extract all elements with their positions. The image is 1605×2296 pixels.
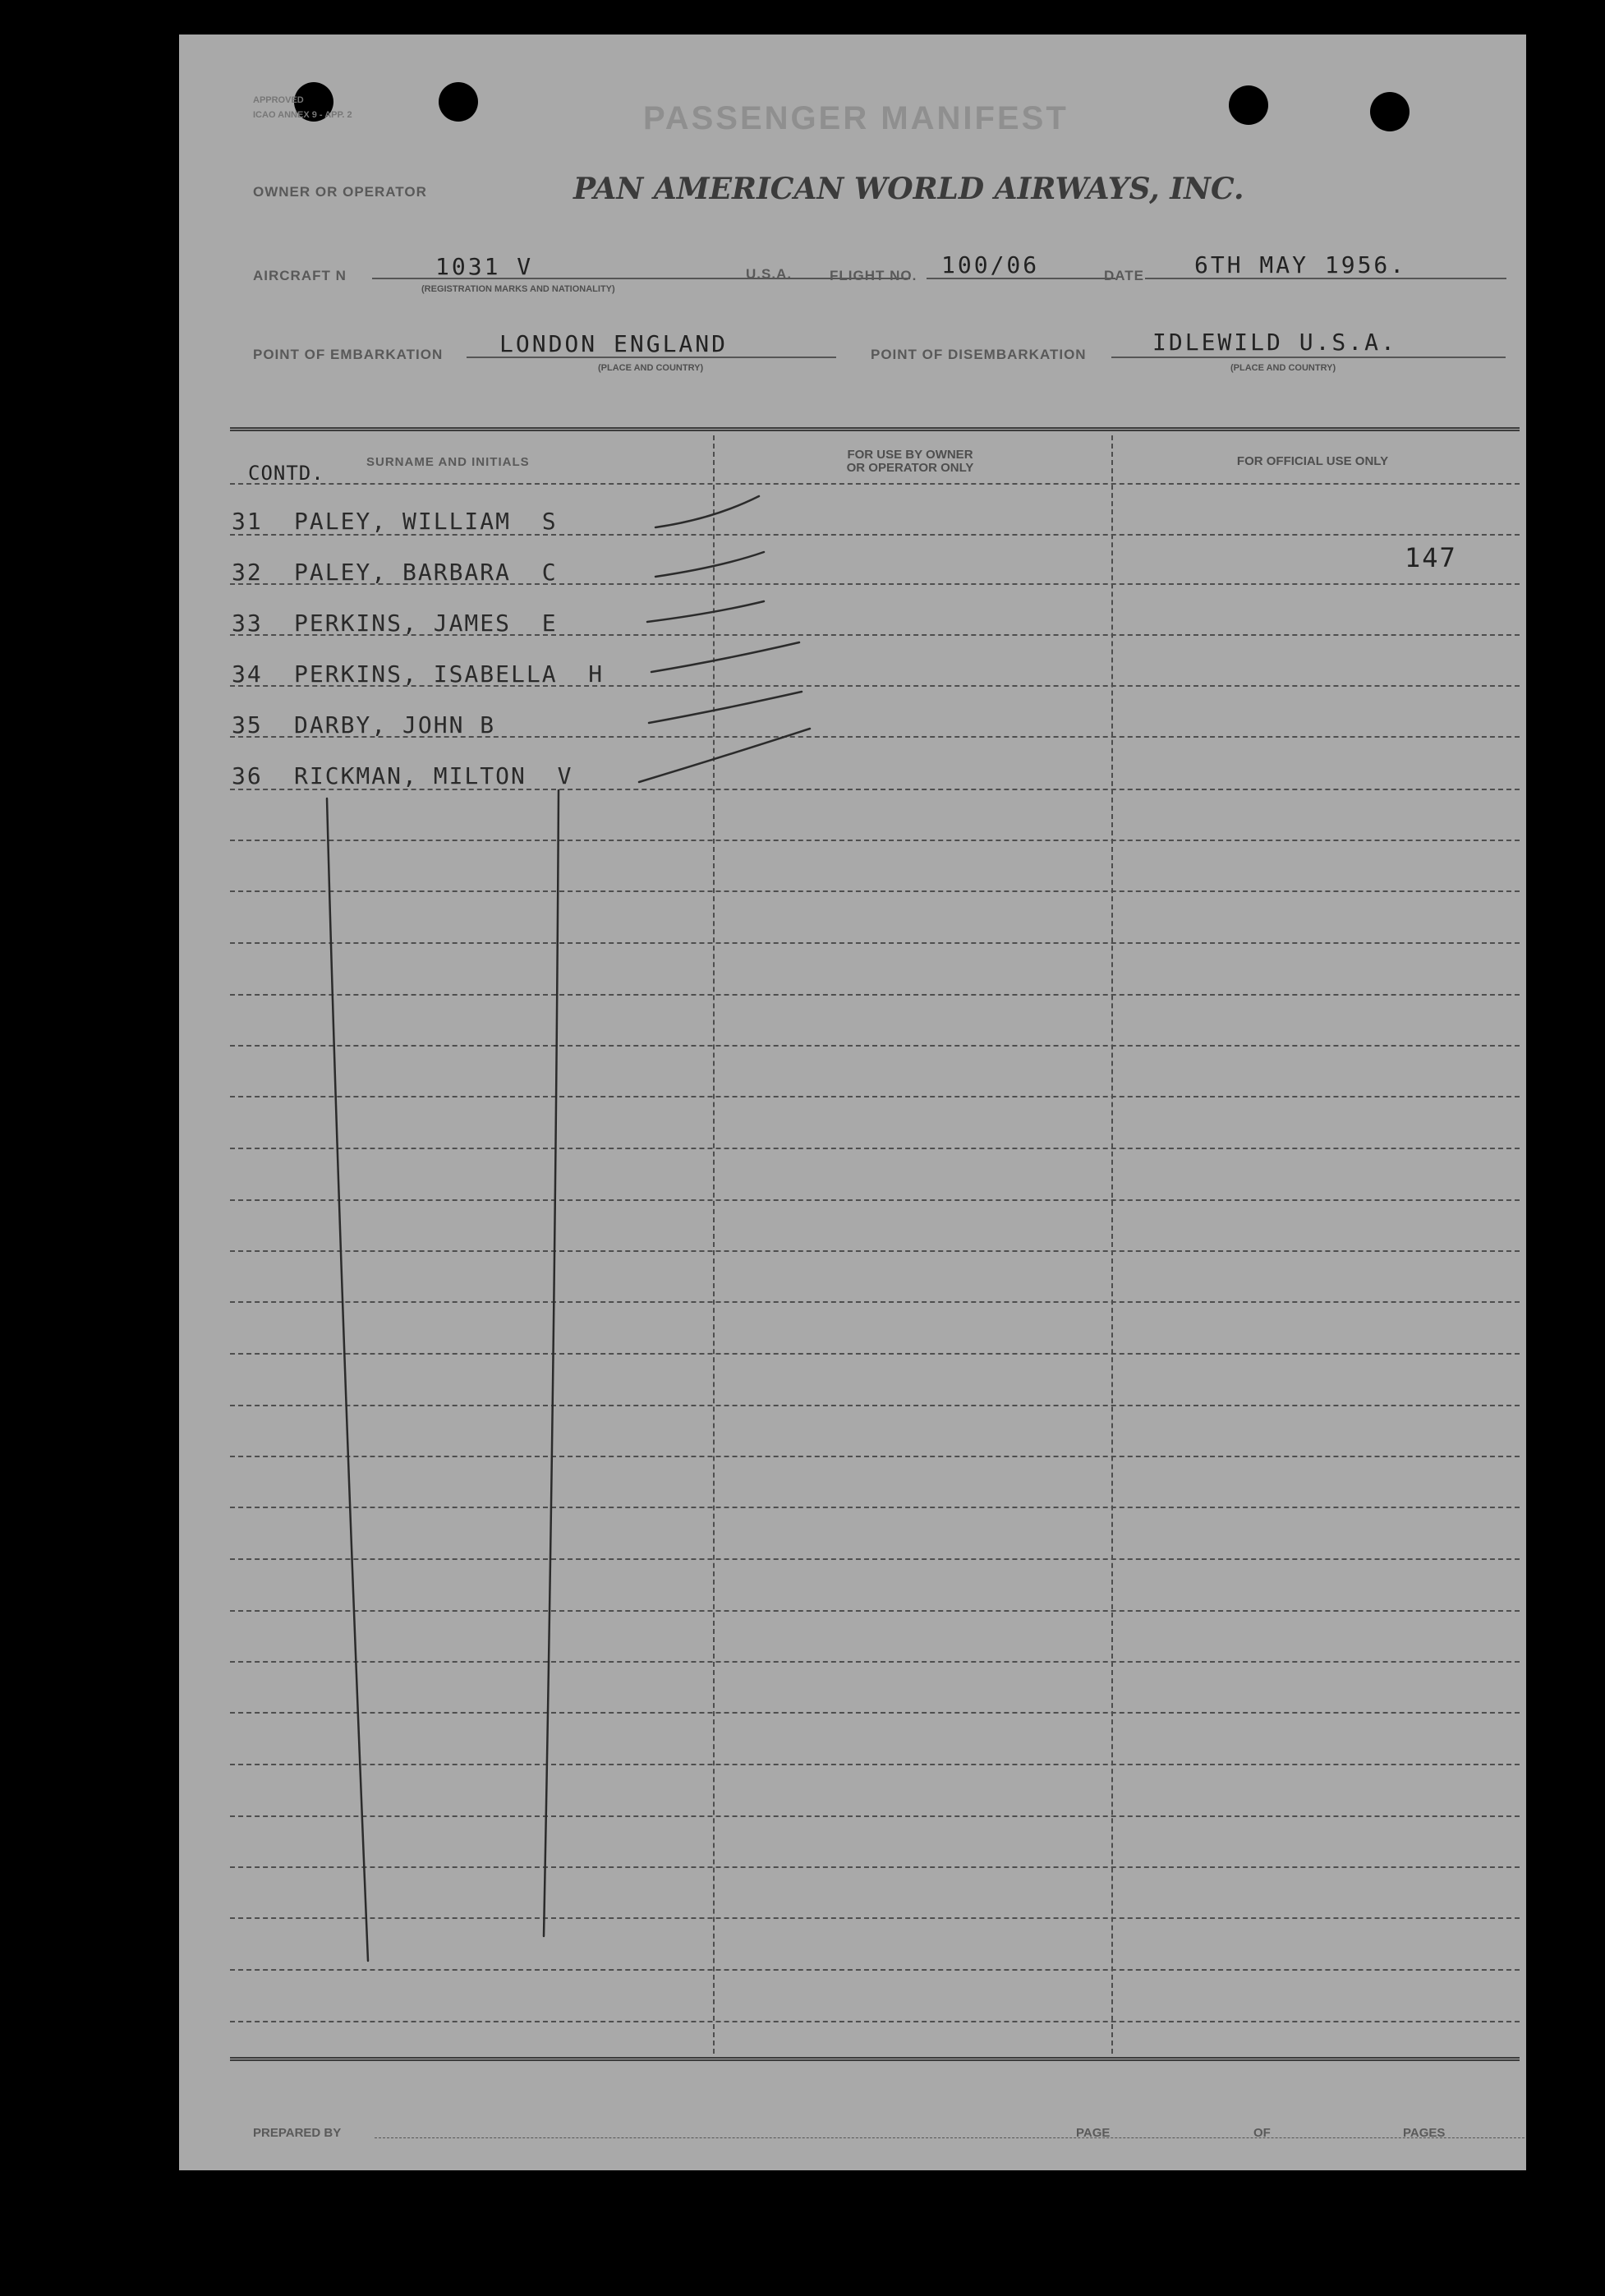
passenger-number: 32 [232, 559, 263, 586]
passenger-number: 36 [232, 762, 263, 789]
aircraft-label: AIRCRAFT N [253, 268, 347, 283]
of-label: OF [1253, 2126, 1271, 2140]
date-value: 6TH MAY 1956. [1194, 251, 1407, 278]
passenger-name: RICKMAN, MILTON V [294, 762, 573, 789]
passenger-name: PALEY, WILLIAM S [294, 508, 558, 535]
pages-label: PAGES [1403, 2126, 1446, 2140]
company-name: PAN AMERICAN WORLD AIRWAYS, INC. [573, 172, 1244, 206]
aircraft-value: 1031 V [435, 253, 534, 280]
manifest-sheet [179, 35, 1526, 2170]
handwritten-pen-marks [179, 35, 1526, 2170]
passenger-name: PALEY, BARBARA C [294, 559, 558, 586]
disembarkation-value: IDLEWILD U.S.A. [1152, 329, 1397, 356]
flight-value: 100/06 [941, 251, 1040, 278]
owner-label: OWNER OR OPERATOR [253, 184, 427, 200]
registration-note: (REGISTRATION MARKS AND NATIONALITY) [421, 284, 615, 294]
passenger-number: 33 [232, 610, 263, 637]
date-label: DATE [1104, 268, 1145, 283]
page-label: PAGE [1076, 2126, 1111, 2140]
passenger-number: 35 [232, 711, 263, 738]
embarkation-note: (PLACE AND COUNTRY) [598, 363, 704, 373]
col-surname-header: SURNAME AND INITIALS [366, 455, 530, 469]
col-owner-header-line-1: FOR USE BY OWNER [847, 448, 973, 462]
passenger-name: PERKINS, ISABELLA H [294, 660, 605, 688]
disembarkation-label: POINT OF DISEMBARKATION [871, 347, 1087, 362]
manifest-title: PASSENGER MANIFEST [643, 100, 1069, 136]
contd-label: CONTD. [248, 462, 324, 485]
disembarkation-note: (PLACE AND COUNTRY) [1230, 363, 1336, 373]
approval-stamp-line-1: APPROVED [253, 95, 304, 105]
passenger-number: 31 [232, 508, 263, 535]
prepared-by-label: PREPARED BY [253, 2126, 342, 2140]
col-official-header: FOR OFFICIAL USE ONLY [1236, 454, 1389, 468]
col-owner-header-line-2: OR OPERATOR ONLY [846, 461, 974, 475]
passenger-name: PERKINS, JAMES E [294, 610, 558, 637]
passenger-name: DARBY, JOHN B [294, 711, 496, 738]
embarkation-label: POINT OF EMBARKATION [253, 347, 444, 362]
approval-stamp-line-2: ICAO ANNEX 9 - APP. 2 [253, 110, 352, 120]
flight-label: FLIGHT NO. [830, 268, 917, 283]
usa-label: U.S.A. [746, 266, 793, 282]
embarkation-value: LONDON ENGLAND [499, 330, 729, 357]
passenger-number: 34 [232, 660, 263, 688]
official-use-note: 147 [1405, 542, 1457, 573]
